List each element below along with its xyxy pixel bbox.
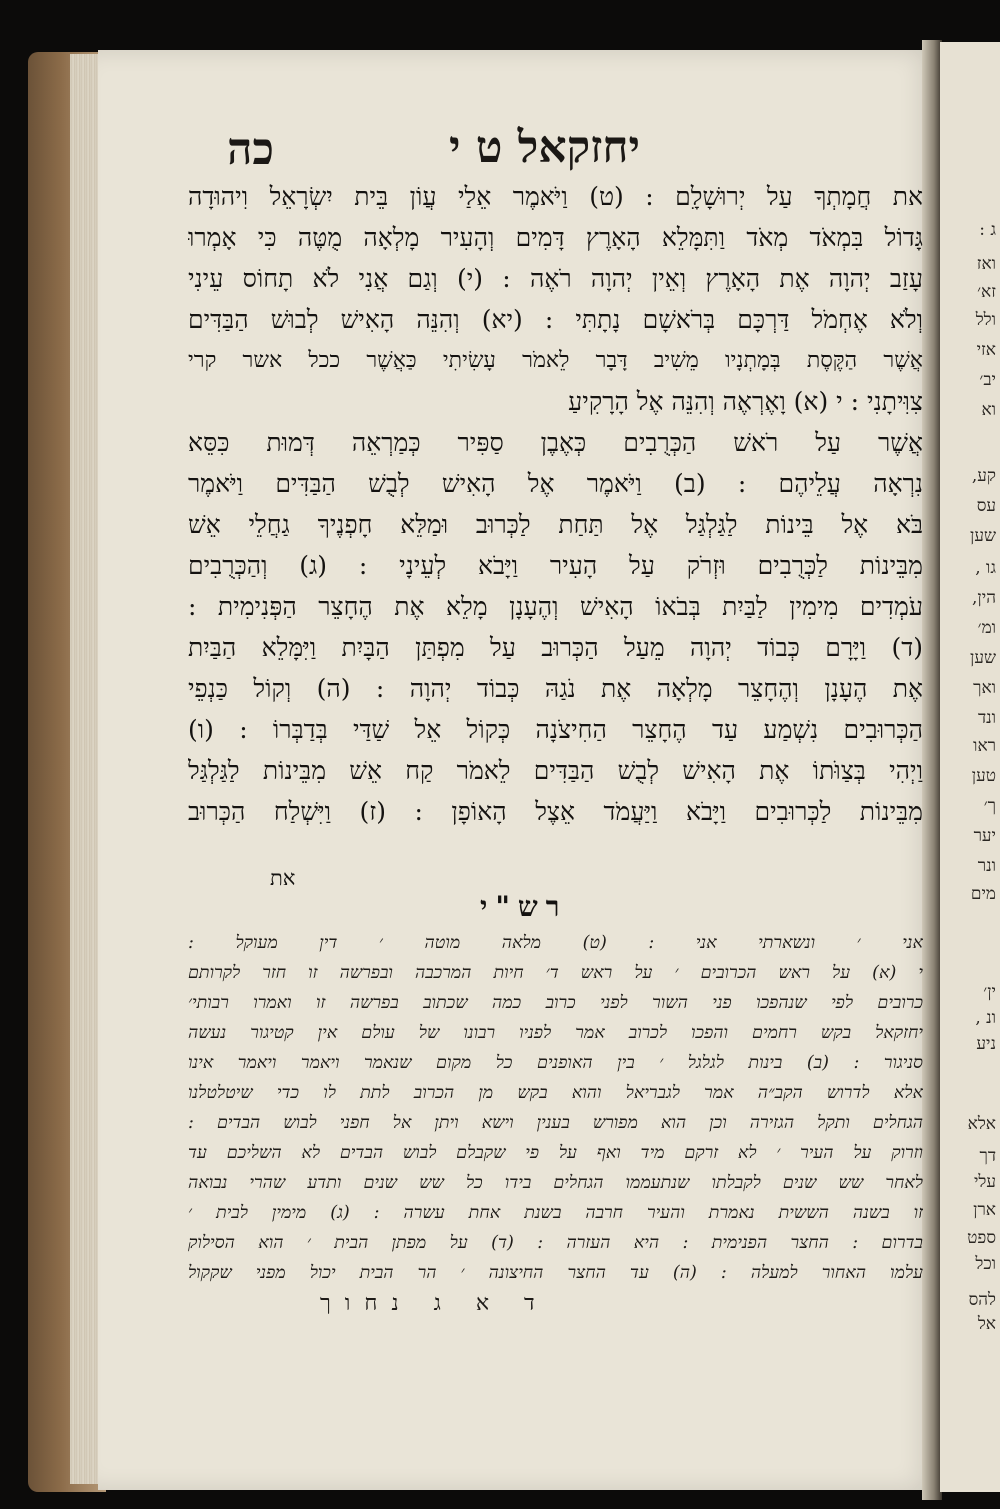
facing-page-text: ך׳ bbox=[983, 796, 996, 816]
rashi-line: סניגור : (ב) בינות לגלגל ׳ בין האופנים כל מקום שנאמר ויאמר ויאמר אינו bbox=[188, 1053, 923, 1073]
facing-page-text: אל bbox=[977, 1314, 996, 1334]
book-title: יחזקאל ט י bbox=[449, 122, 640, 173]
text-line: צִוִּיתָנִי : י (א) וָאֶרְאֶה וְהִנֵּה אֶל הָרָקִיעַ bbox=[568, 387, 923, 416]
rashi-heading: רש"י bbox=[480, 890, 568, 923]
facing-page-text: דך bbox=[979, 1146, 996, 1166]
facing-page-text: וכל bbox=[975, 1254, 996, 1274]
signature-mark: ד א ג נחוך bbox=[320, 1291, 549, 1316]
facing-page-text: טען bbox=[971, 766, 996, 786]
facing-page-text: ומ׳ bbox=[977, 618, 996, 638]
text-line: גָּדוֹל בִּמְאֹד מְאֹד וַתִּמָּלֵא הָאָרֶץ דָּמִים וְהָעִיר מָלְאָה מֻטֶּה כִּי אָמְרוּ bbox=[188, 223, 923, 252]
rashi-line: י (א) על ראש הכרובים ׳ על ראש ד׳ חיות המרכבה ובפרשה זו חזר לקרותם bbox=[188, 963, 923, 983]
text-line: מִבֵּינוֹת לַכְּרֻבִים וּזְרֹק עַל הָעִיר וַיָּבֹא לְעֵינָי : (ג) וְהַכְּרֻבִים bbox=[188, 551, 923, 580]
rashi-line: עלמו האחור למעלה : (ה) עד החצר החיצונה ׳ הר הבית יכול מפני שקקול bbox=[188, 1263, 923, 1283]
facing-page-text: וא bbox=[981, 400, 996, 420]
facing-page-text: עס bbox=[976, 496, 996, 516]
rashi-line: כרובים לפי שנהפכו פני השור לפני כרוב כמה שכתוב בפרשה זו ואמרו רבותי׳ bbox=[188, 993, 923, 1013]
facing-page-text: ראו bbox=[973, 736, 996, 756]
facing-page-text: להס bbox=[968, 1290, 996, 1310]
facing-page-text: ונר bbox=[977, 856, 996, 876]
text-line: עָזַב יְהוָה אֶת הָאָרֶץ וְאֵין יְהוָה רֹאֶה : (י) וְגַם אֲנִי לֹא תָחוֹס עֵינִי bbox=[188, 264, 923, 293]
facing-page-text: זא׳ bbox=[977, 282, 996, 302]
rashi-line: אלא לדרוש הקב״ה אמר לגבריאל והוא בקש מן הכרוב לתת לו כדי שיטלטלנו bbox=[188, 1083, 923, 1103]
rashi-line: יחזקאל בקש רחמים והפכו לכרוב אמר לפניו רבונו של עולם אין קטיגור נעשה bbox=[188, 1023, 923, 1043]
facing-page-text: ארן bbox=[973, 1200, 996, 1220]
text-line: וְלֹא אֶחְמֹל דַּרְכָּם בְּרֹאשָׁם נָתָתִּי : (יא) וְהִנֵּה הָאִישׁ לְבוּשׁ הַבַּדִּים bbox=[188, 305, 923, 334]
book-gutter bbox=[922, 40, 942, 1500]
facing-page-text: ג : bbox=[979, 220, 996, 240]
text-line: בֹּא אֶל בֵּינוֹת לַגַּלְגַּל אֶל תַּחַת לַכְּרוּב וּמַלֵּא חָפְנֶיךָ גַחֲלֵי אֵשׁ bbox=[188, 510, 923, 539]
text-line: את חֲמָתְךָ עַל יְרוּשָׁלִָם : (ט) וַיֹּאמֶר אֵלַי עֲוֹן בֵּית יִשְׂרָאֵל וִיהוּדָה bbox=[188, 182, 923, 211]
facing-page-text: אזי bbox=[976, 340, 996, 360]
facing-page-text: שען bbox=[970, 526, 996, 546]
facing-page-text: גו , bbox=[975, 558, 996, 578]
text-line: אֲשֶׁר הַקֶּסֶת בְּמָתְנָיו מֵשִׁיב דָּבָר לֵאמֹר עָשִׂיתִי כַּאֲשֶׁר ככל אשר קרי bbox=[188, 348, 923, 373]
facing-page-text: ניע bbox=[976, 1034, 996, 1054]
facing-page-text: ונד bbox=[977, 708, 996, 728]
running-header bbox=[190, 120, 910, 180]
facing-page-text: עלי bbox=[973, 1172, 996, 1192]
facing-page-text: קע, bbox=[971, 466, 996, 486]
text-line: נִרְאָה עֲלֵיהֶם : (ב) וַיֹּאמֶר אֶל הָאִישׁ לְבֻשׁ הַבַּדִּים וַיֹּאמֶר bbox=[188, 469, 923, 498]
rashi-line: לאחר שש שנים לקבלתו שנתעממו הגחלים בידו כל שש שנים ותדע שהרי נבואה bbox=[188, 1173, 923, 1193]
facing-page-text: יער bbox=[973, 826, 996, 846]
rashi-commentary-block bbox=[188, 928, 923, 1288]
facing-page-text: ואך bbox=[973, 678, 996, 698]
rashi-line: אני ׳ ונשארתי אני : (ט) מלאה מוטה ׳ דין מעוקל : bbox=[188, 933, 923, 953]
text-line: עֹמְדִים מִימִין לַבַּיִת בְּבֹאוֹ הָאִישׁ וְהֶעָנָן מָלֵא אֶת הֶחָצֵר הַפְּנִימִית : bbox=[188, 592, 923, 621]
text-line: (ד) וַיָּרָם כְּבוֹד יְהוָה מֵעַל הַכְּרוּב עַל מִפְתַּן הַבָּיִת וַיִּמָּלֵא הַבַּיִת bbox=[188, 633, 923, 662]
rashi-line: וזרוק על העיר ׳ לא זרקם מיד ואף על פי שקבלם לבוש הבדים לא השליכם עד bbox=[188, 1143, 923, 1163]
facing-page-fragment bbox=[940, 42, 1000, 1492]
facing-page-text: שען bbox=[970, 648, 996, 668]
facing-page-text: ולל bbox=[975, 310, 996, 330]
text-line: וַיְהִי בְּצַוֹּתוֹ אֶת הָאִישׁ לְבֻשׁ הַבַּדִּים לֵאמֹר קַח אֵשׁ מִבֵּינוֹת לַגַּלְגַּל bbox=[188, 756, 923, 785]
facing-page-text: הין, bbox=[972, 588, 996, 608]
facing-page-text: ואז bbox=[976, 254, 996, 274]
facing-page-text: ספט bbox=[967, 1228, 996, 1248]
rashi-line: זו בשנה הששית נאמרת והעיר חרבה בשנת אחת עשרה : (ג) מימין לבית ׳ bbox=[188, 1203, 923, 1223]
text-line: הַכְּרוּבִים נִשְׁמַע עַד הֶחָצֵר הַחִיצֹנָה כְּקוֹל אֵל שַׁדַּי בְּדַבְּרוֹ : (ו) bbox=[188, 715, 923, 744]
facing-page-text: יב׳ bbox=[979, 370, 996, 390]
catchword: את bbox=[270, 866, 296, 890]
text-line: אֲשֶׁר עַל רֹאשׁ הַכְּרֻבִים כְּאֶבֶן סַפִּיר כְּמַרְאֵה דְּמוּת כִּסֵּא bbox=[188, 428, 923, 457]
main-text-block bbox=[188, 176, 923, 832]
text-line: מִבֵּינוֹת לַכְּרוּבִים וַיָּבֹא וַיַּעֲמֹד אֵצֶל הָאוֹפָן : (ז) וַיִּשְׁלַח הַכְּרוּב bbox=[188, 797, 923, 826]
page-number: כה bbox=[227, 124, 274, 175]
facing-page-text: ין׳ bbox=[983, 982, 996, 1002]
rashi-line: הגחלים ותקל הגזירה וכן הוא מפורש בענין וישא ויתן אל חפני לבוש הבדים : bbox=[188, 1113, 923, 1133]
facing-page-text: מים bbox=[970, 884, 996, 904]
rashi-line: בדרום : החצר הפנימית : היא העזרה : (ד) על מפתן הבית ׳ הוא הסילוק bbox=[188, 1233, 923, 1253]
text-line: אֶת הֶעָנָן וְהֶחָצֵר מָלְאָה אֶת נֹגַהּ כְּבוֹד יְהוָה : (ה) וְקוֹל כַּנְפֵי bbox=[188, 674, 923, 703]
facing-page-text: אלא bbox=[967, 1114, 996, 1134]
facing-page-text: ונ , bbox=[975, 1008, 996, 1028]
